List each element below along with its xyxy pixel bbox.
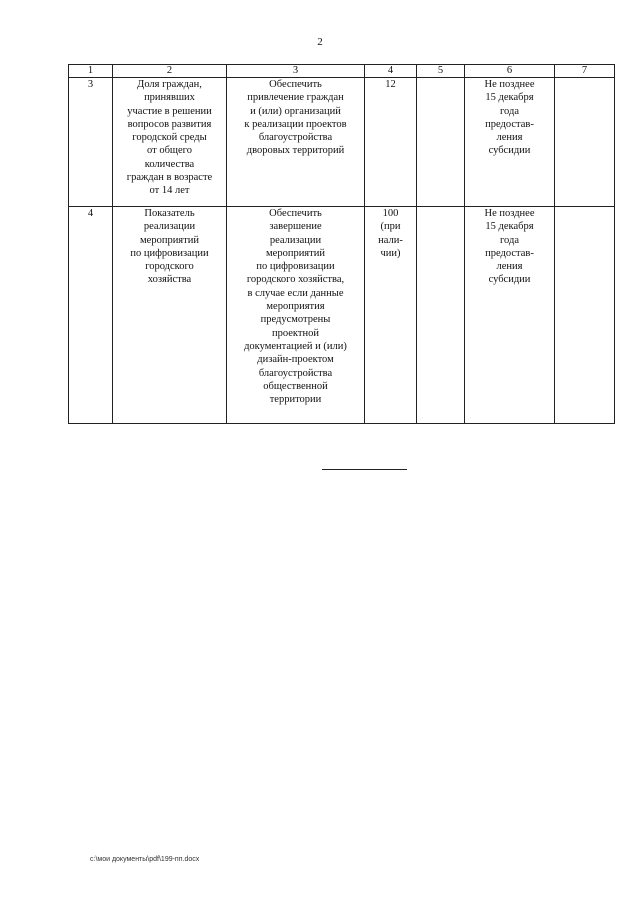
header-cell: 2 [113, 65, 227, 78]
row-number-cell [69, 207, 113, 424]
deadline-cell [465, 207, 555, 424]
empty-cell-col5 [417, 207, 465, 424]
value-cell [365, 207, 417, 424]
header-cell: 1 [69, 65, 113, 78]
obligation-cell [227, 78, 365, 207]
value-cell [365, 78, 417, 207]
row-number-cell [69, 78, 113, 207]
indicator-text: Показатель реализации мероприятий по цифровизации городского хозяйства [130, 208, 209, 286]
header-cell: 3 [227, 65, 365, 78]
value-text: 12 [385, 79, 396, 90]
obligation-text: Обеспечить привлечение граждан и (или) организаций к реализации проектов благоустройства дворовых территорий [244, 79, 347, 157]
deadline-text: Не позднее 15 декабря года предостав- ления субсидии [484, 79, 535, 157]
value-text: 100 (при нали- чии) [378, 208, 403, 259]
indicator-cell [113, 207, 227, 424]
row-number: 4 [87, 208, 94, 219]
header-cell: 4 [365, 65, 417, 78]
empty-cell-col5 [417, 78, 465, 207]
row-number: 3 [87, 79, 94, 90]
empty-cell-col7 [555, 78, 615, 207]
empty-cell-col7 [555, 207, 615, 424]
page-number: 2 [317, 36, 323, 48]
indicator-text: Доля граждан, принявших участие в решении вопросов развития городской среды от общего количества граждан в возрасте от 14 лет [126, 79, 213, 197]
indicator-cell [113, 78, 227, 207]
file-path-footer: c:\мои документы\pdf\199-пп.docx [90, 856, 200, 863]
header-row [69, 65, 615, 78]
header-cell: 5 [417, 65, 465, 78]
agreement-table [68, 64, 615, 424]
table-row [69, 78, 615, 207]
end-of-document-rule [322, 469, 407, 470]
header-cell: 7 [555, 65, 615, 78]
table-row [69, 207, 615, 424]
deadline-text: Не позднее 15 декабря года предостав- ления субсидии [484, 208, 535, 286]
header-cell: 6 [465, 65, 555, 78]
obligation-text: Обеспечить завершение реализации мероприятий по цифровизации городского хозяйства, в случае если данные мероприятия предусмотрены проектной документацией и (или) дизайн-проектом благоустройства общественной территории [244, 208, 347, 406]
deadline-cell [465, 78, 555, 207]
obligation-cell [227, 207, 365, 424]
